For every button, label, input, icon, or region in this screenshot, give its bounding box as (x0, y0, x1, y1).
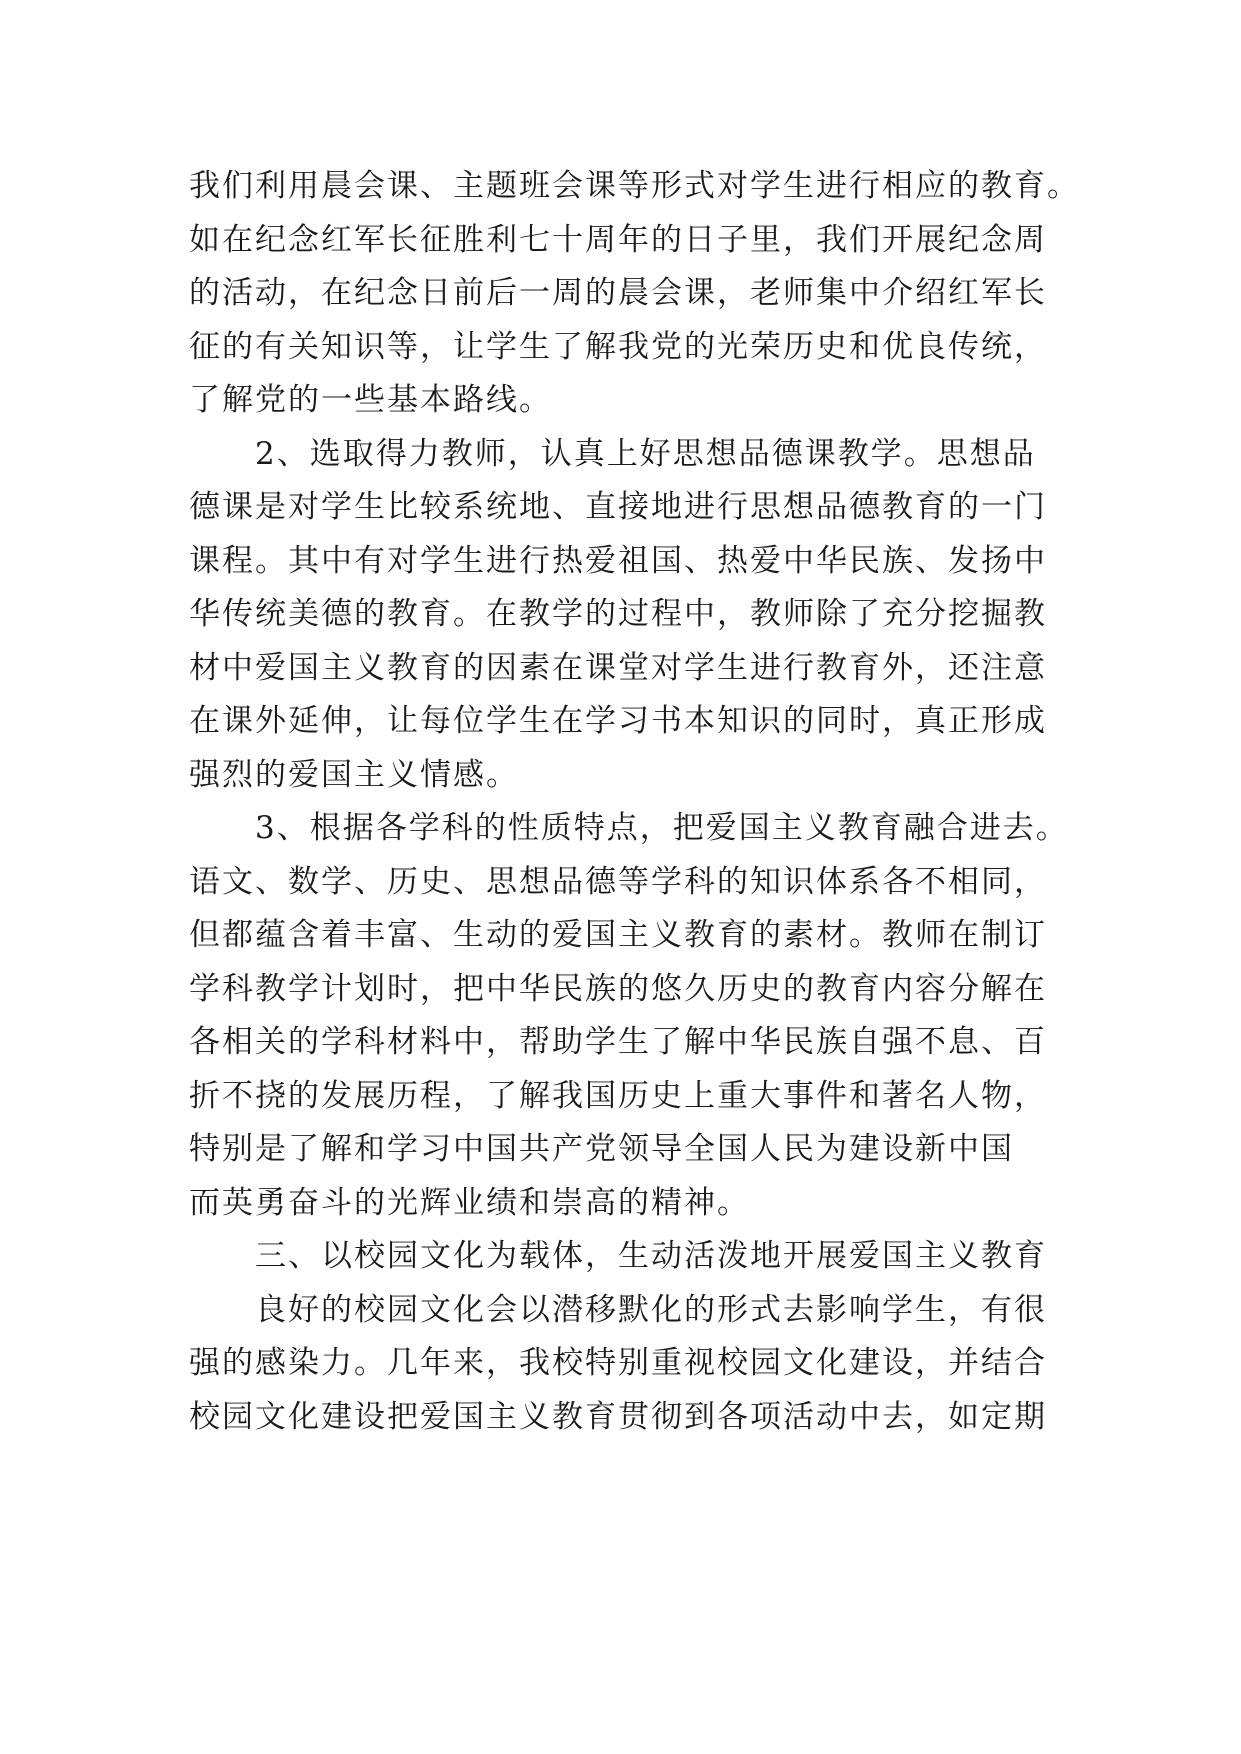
paragraph-start-line: 2、选取得力教师，认真上好思想品德课教学。思想品 (255, 435, 1036, 472)
text-line: 征的有关知识等，让学生了解我党的光荣历史和优良传统， (189, 328, 1047, 365)
text-line: 语文、数学、历史、思想品德等学科的知识体系各不相同， (189, 863, 1047, 900)
document-body (189, 160, 1109, 1444)
text-line: 材中爱国主义教育的因素在课堂对学生进行教育外，还注意 (189, 649, 1047, 686)
text-line: 了解党的一些基本路线。 (189, 382, 552, 418)
paragraph-start-line: 良好的校园文化会以潜移默化的形式去影响学生，有很 (255, 1291, 1047, 1328)
text-line: 我们利用晨会课、主题班会课等形式对学生进行相应的教育。 (189, 168, 1080, 204)
text-line: 如在纪念红军长征胜利七十周年的日子里，我们开展纪念周 (189, 221, 1047, 258)
paragraph-start-line: 3、根据各学科的性质特点，把爱国主义教育融合进去。 (255, 810, 1069, 846)
text-line: 德课是对学生比较系统地、直接地进行思想品德教育的一门 (189, 489, 1047, 525)
text-line: 的活动，在纪念日前后一周的晨会课，老师集中介绍红军长 (189, 275, 1047, 311)
section-heading: 三、以校园文化为载体，生动活泼地开展爱国主义教育 (255, 1238, 1047, 1274)
text-line: 强的感染力。几年来，我校特别重视校园文化建设，并结合 (189, 1345, 1047, 1381)
text-line: 华传统美德的教育。在教学的过程中，教师除了充分挖掘教 (189, 596, 1047, 632)
text-line: 而英勇奋斗的光辉业绩和崇高的精神。 (189, 1184, 750, 1221)
text-line: 特别是了解和学习中国共产党领导全国人民为建设新中国 (189, 1131, 1014, 1167)
text-line: 各相关的学科材料中，帮助学生了解中华民族自强不息、百 (189, 1024, 1047, 1060)
text-line: 课程。其中有对学生进行热爱祖国、热爱中华民族、发扬中 (189, 542, 1047, 579)
text-line: 强烈的爱国主义情感。 (189, 756, 519, 793)
text-line: 在课外延伸，让每位学生在学习书本知识的同时，真正形成 (189, 703, 1047, 739)
text-line: 但都蕴含着丰富、生动的爱国主义教育的素材。教师在制订 (189, 917, 1047, 953)
text-line: 校园文化建设把爱国主义教育贯彻到各项活动中去，如定期 (189, 1398, 1047, 1435)
text-line: 折不挠的发展历程，了解我国历史上重大事件和著名人物， (189, 1077, 1047, 1114)
text-line: 学科教学计划时，把中华民族的悠久历史的教育内容分解在 (189, 970, 1047, 1007)
